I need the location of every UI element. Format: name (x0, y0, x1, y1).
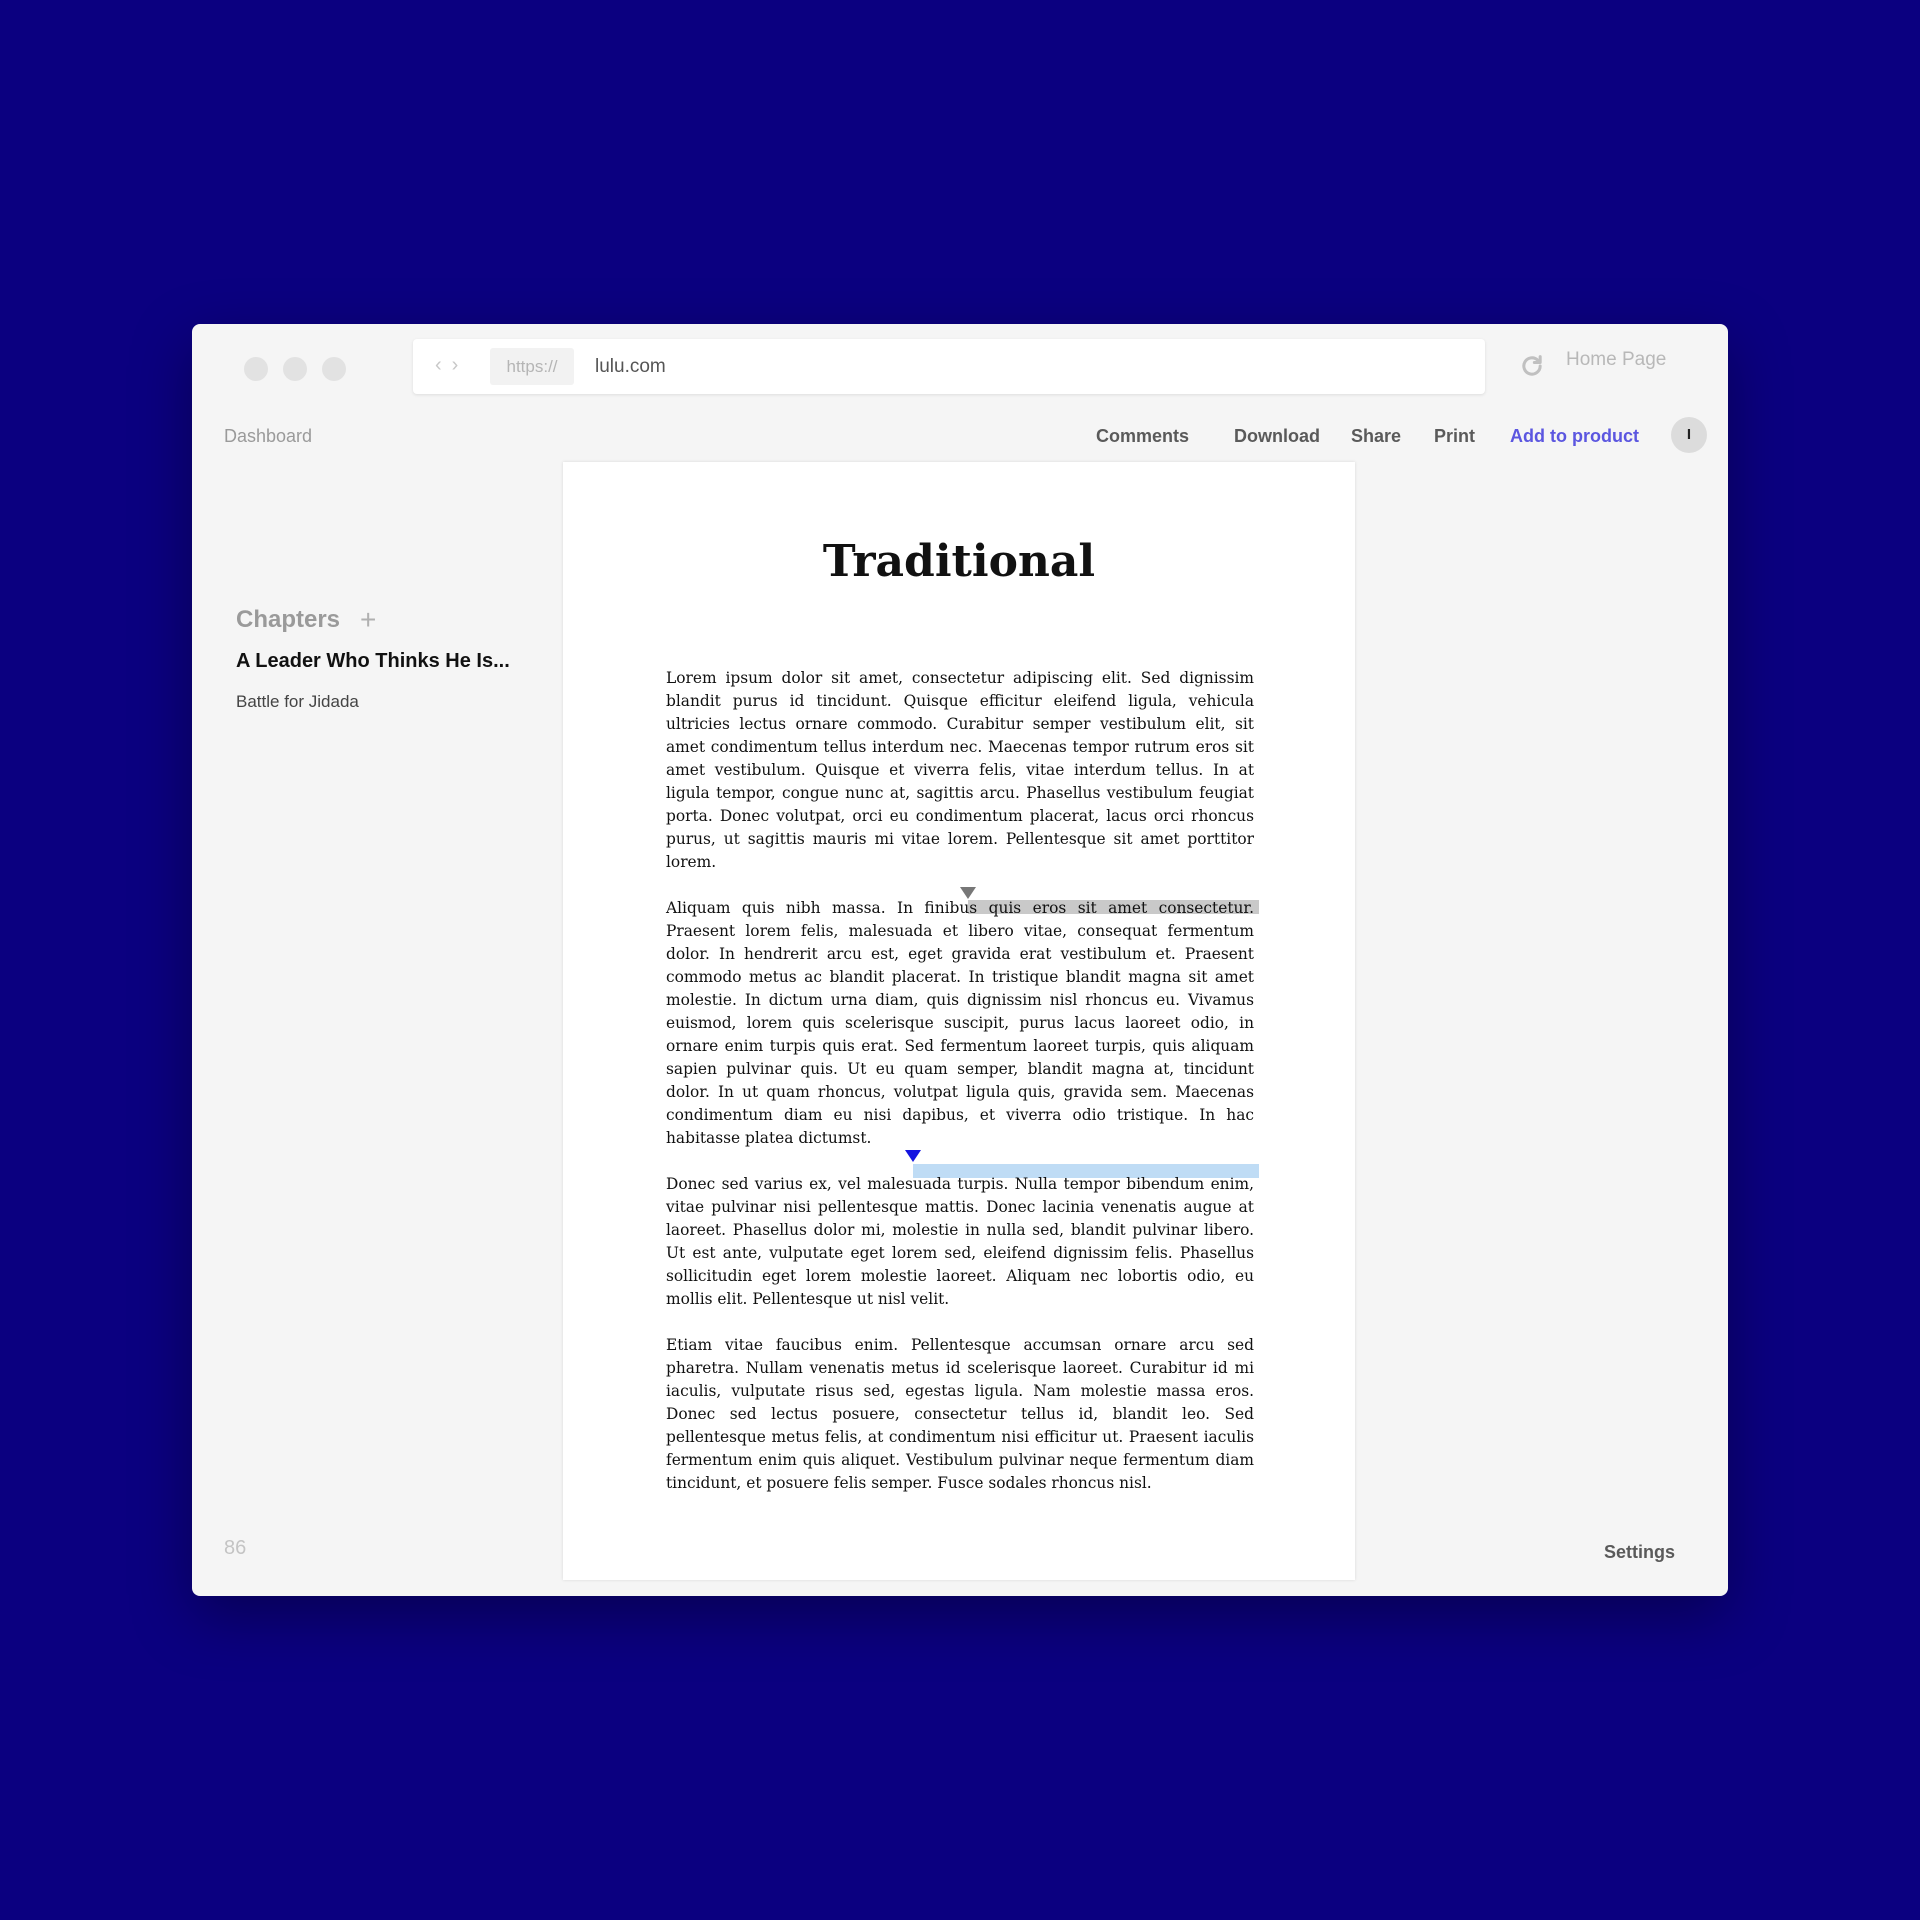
paragraph: Donec sed varius ex, vel malesuada turpis. Nulla tempor bibendum enim, vitae pulvinar nisi pellentesque mattis. Donec lacinia venenatis augue at laoreet. Phasellus dolor mi, molestie in nulla sed, blandit pulvinar libero. Ut est ante, vulputate eget lorem sed, eleifend dignissim felis. Phasellus sollicitudin eget lorem molestie laoreet. Aliquam nec lobortis odio, eu mollis elit. Pellentesque ut nisl velit. (666, 1175, 1254, 1308)
avatar[interactable]: I (1671, 417, 1707, 453)
url-text[interactable]: lulu.com (595, 356, 666, 377)
reload-icon[interactable] (1518, 352, 1546, 380)
dashboard-link[interactable]: Dashboard (224, 426, 313, 446)
settings-button[interactable]: Settings (1604, 1542, 1676, 1562)
chapters-title: Chapters (236, 606, 341, 633)
page-count: 86 (224, 1537, 247, 1559)
add-to-product-button[interactable]: Add to product (1510, 426, 1639, 446)
browser-window (192, 324, 1728, 1596)
paragraph: Aliquam quis nibh massa. In finibus quis eros sit amet consectetur. Praesent lorem felis, malesuada et libero vitae, consequat fermentum dolor. In hendrerit arcu est, eget gravida erat vestibulum et. Praesent commodo metus ac blandit placerat. In tristique blandit magna sit amet molestie. In dictum urna diam, quis dignissim nisl rhoncus eu. Vivamus euismod, lorem quis scelerisque suscipit, purus lacus laoreet odio, in ornare enim turpis quis erat. Sed fermentum laoreet turpis, quis aliquam sapien pulvinar quis. Ut eu quam semper, blandit magna at, tincidunt dolor. In ut quam rhoncus, volutpat ligula quis, gravida sem. Maecenas condimentum diam eu nisi dapibus, et viverra odio tristique. In hac habitasse platea dictumst. (666, 899, 1254, 1147)
sidebar-item-chapter-2[interactable]: Battle for Jidada (236, 692, 359, 711)
address-bar[interactable] (413, 339, 1485, 394)
chevron-left-icon[interactable]: ‹ (435, 354, 442, 376)
chevron-right-icon[interactable]: › (451, 354, 459, 376)
print-button[interactable]: Print (1434, 426, 1476, 446)
chapters-header (236, 606, 376, 634)
close-window-button[interactable] (244, 357, 268, 381)
maximize-window-button[interactable] (322, 357, 346, 381)
document-body[interactable] (666, 667, 1254, 1518)
protocol-label: https:// (490, 348, 574, 385)
paragraph: Etiam vitae faucibus enim. Pellentesque accumsan ornare arcu sed pharetra. Nullam venenatis metus id scelerisque laoreet. Curabitur id mi iaculis, vulputate risus sed, egestas ligula. Nam molestie massa eros. Donec sed lectus posuere, consectetur tellus id, blandit leo. Sed pellentesque metus felis, at condimentum nisi efficitur ut. Praesent iaculis fermentum enim quis aliquet. Vestibulum pulvinar neque fermentum diam tincidunt, et posuere felis semper. Fusce sodales rhoncus nisl. (666, 1336, 1254, 1492)
minimize-window-button[interactable] (283, 357, 307, 381)
paragraph: Lorem ipsum dolor sit amet, consectetur adipiscing elit. Sed dignissim blandit purus id tincidunt. Quisque efficitur eleifend ligula, vehicula ultricies lectus ornare commodo. Curabitur semper vestibulum elit, sit amet condimentum tellus interdum nec. Maecenas tempor rutrum eros sit amet vestibulum. Quisque et viverra felis, vitae interdum tellus. In at ligula tempor, congue nunc at, sagittis arcu. Phasellus vestibulum feugiat porta. Donec volutpat, orci eu condimentum placerat, lacus orci rhoncus purus, ut sagittis mauris mi vitae lorem. Pellentesque sit amet porttitor lorem. (666, 669, 1254, 871)
sidebar-item-chapter-1[interactable]: A Leader Who Thinks He Is... (236, 650, 510, 672)
share-button[interactable]: Share (1351, 426, 1402, 446)
document-page[interactable] (563, 462, 1355, 1580)
download-button[interactable]: Download (1234, 426, 1320, 446)
plus-icon[interactable]: + (360, 604, 377, 635)
home-page-link[interactable]: Home Page (1566, 349, 1667, 370)
window-controls (244, 357, 346, 381)
document-title: Traditional (822, 536, 1096, 587)
comments-button[interactable]: Comments (1096, 426, 1190, 446)
nav-arrows (433, 353, 460, 377)
